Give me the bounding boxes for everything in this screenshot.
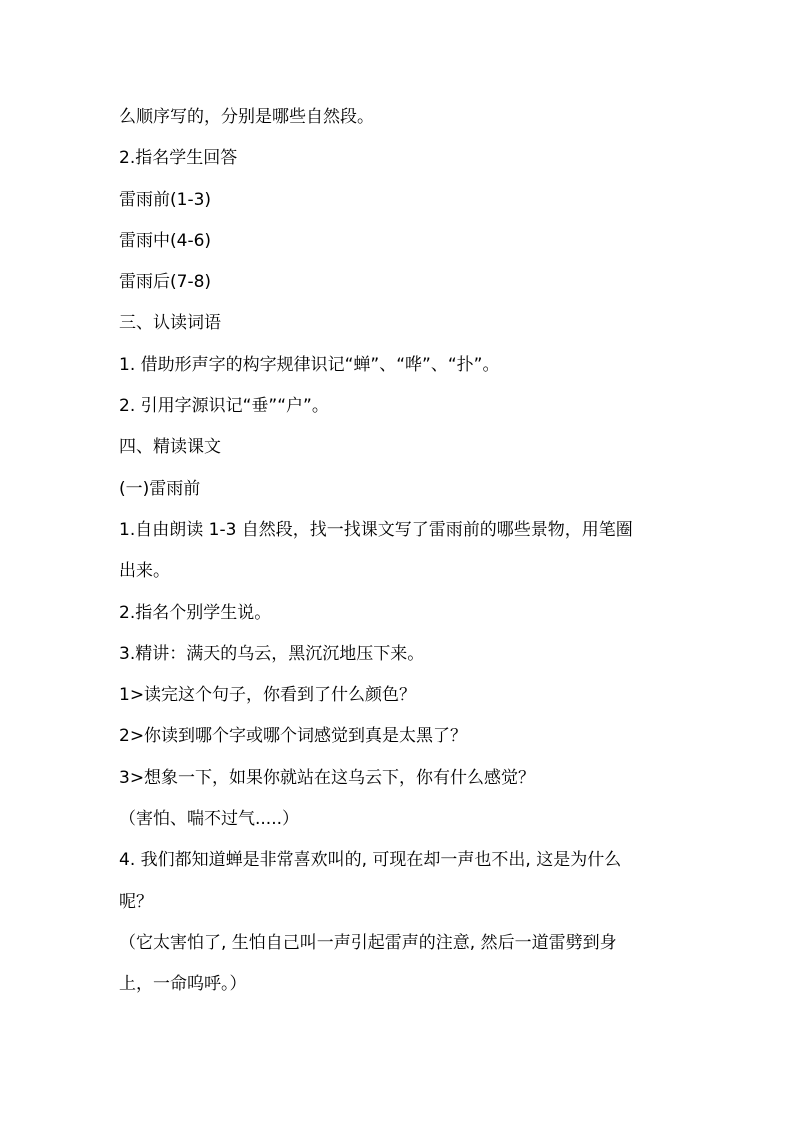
text-line: 3>想象一下，如果你就站在这乌云下，你有什么感觉？ [119,767,536,788]
text-line: （它太害怕了, 生怕自己叫一声引起雷声的注意, 然后一道雷劈到身 [119,932,617,953]
section-heading: 三、认读词语 [119,313,221,334]
text-line: 么顺序写的，分别是哪些自然段。 [119,107,374,127]
text-line: 2.指名个别学生说。 [119,602,272,623]
text-line: 上，一命呜呼。） [119,974,247,995]
document-body [119,97,684,1006]
text-line: 雷雨前(1-3) [119,189,212,210]
text-line: 2.指名学生回答 [119,148,238,169]
text-line: 呢？ [119,891,153,912]
text-line: （害怕、喘不过气.....） [119,809,300,830]
section-heading: 四、精读课文 [119,437,221,458]
text-line: 雷雨中(4-6) [119,230,212,251]
text-line: 出来。 [119,561,170,582]
text-line: 3.精讲：满天的乌云，黑沉沉地压下来。 [119,643,425,664]
subsection-heading: (一)雷雨前 [119,478,201,499]
text-line: 1.自由朗读 1-3 自然段，找一找课文写了雷雨前的哪些景物，用笔圈 [119,519,633,540]
text-line: 2>你读到哪个字或哪个词感觉到真是太黑了？ [119,726,468,747]
text-line: 1. 借助形声字的构字规律识记“蝉”、“哗”、“扑”。 [119,354,500,375]
text-line: 1>读完这个句子，你看到了什么颜色？ [119,685,417,706]
text-line: 2. 引用字源识记“垂”“户”。 [119,396,329,417]
text-line: 4. 我们都知道蝉是非常喜欢叫的, 可现在却一声也不出, 这是为什么 [119,850,622,871]
text-line: 雷雨后(7-8) [119,272,212,293]
